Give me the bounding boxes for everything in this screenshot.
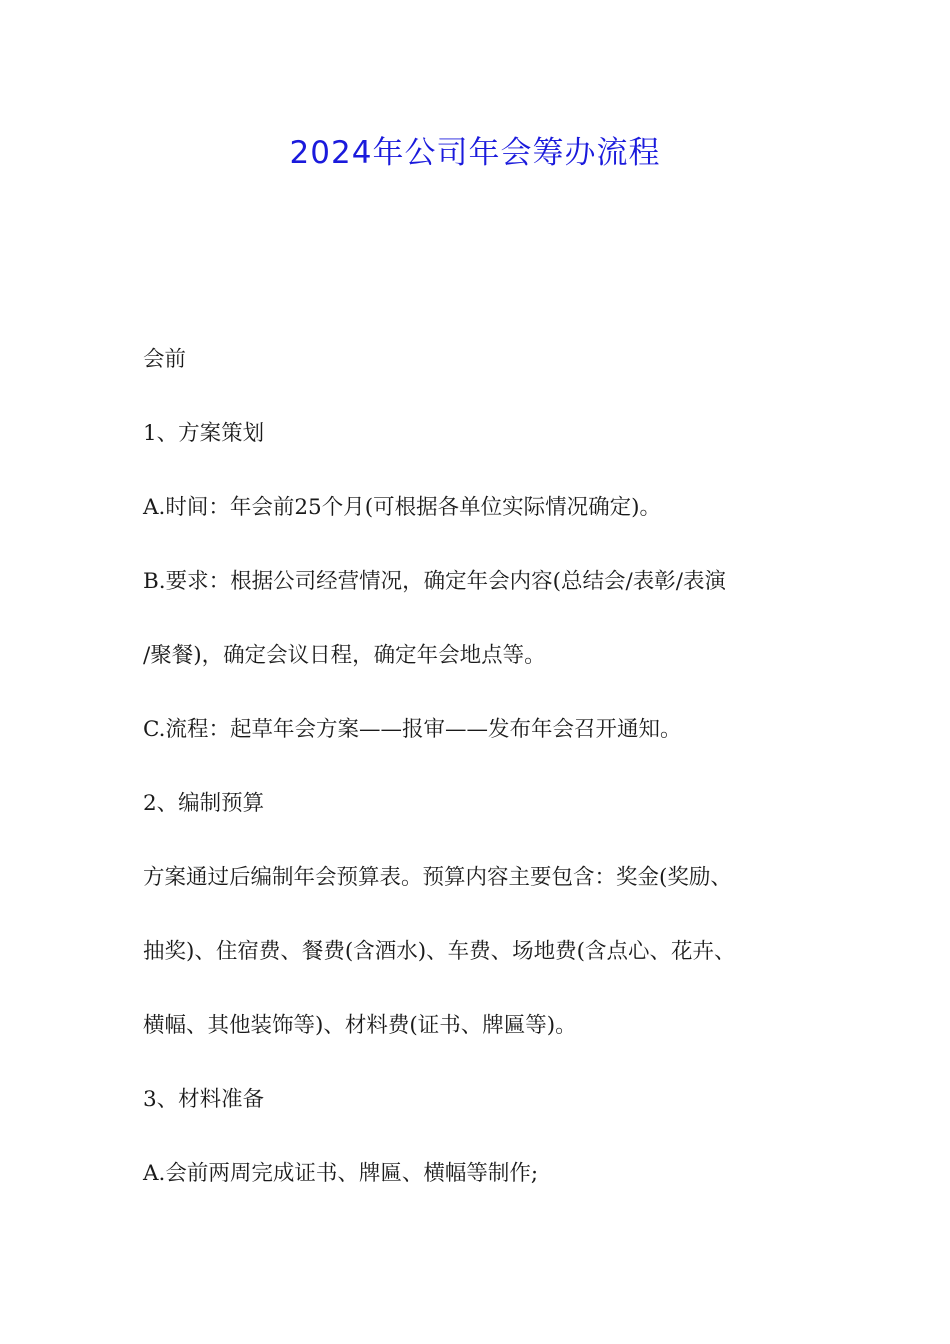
subheading-plan: 1、方案策划 [143, 421, 265, 446]
paragraph-line: 横幅、其他装饰等)、材料费(证书、牌匾等)。 [143, 1013, 577, 1038]
subheading-budget: 2、编制预算 [143, 791, 265, 816]
subheading-materials: 3、材料准备 [143, 1087, 265, 1112]
document-body [143, 335, 833, 1223]
document-title: 2024年公司年会筹办流程 [289, 135, 661, 171]
paragraph-line: A.会前两周完成证书、牌匾、横幅等制作; [143, 1161, 539, 1186]
paragraph-line: B.要求：根据公司经营情况，确定年会内容(总结会/表彰/表演 [143, 569, 727, 594]
paragraph-line: 抽奖)、住宿费、餐费(含酒水)、车费、场地费(含点心、花卉、 [143, 939, 736, 964]
paragraph-line: /聚餐)，确定会议日程，确定年会地点等。 [143, 643, 546, 668]
section-heading-pre-meeting: 会前 [143, 347, 187, 372]
paragraph-line: 方案通过后编制年会预算表。预算内容主要包含：奖金(奖励、 [143, 865, 732, 890]
paragraph-line: A.时间：年会前25个月(可根据各单位实际情况确定)。 [143, 495, 661, 520]
paragraph-line: C.流程：起草年会方案——报审——发布年会召开通知。 [143, 717, 682, 742]
